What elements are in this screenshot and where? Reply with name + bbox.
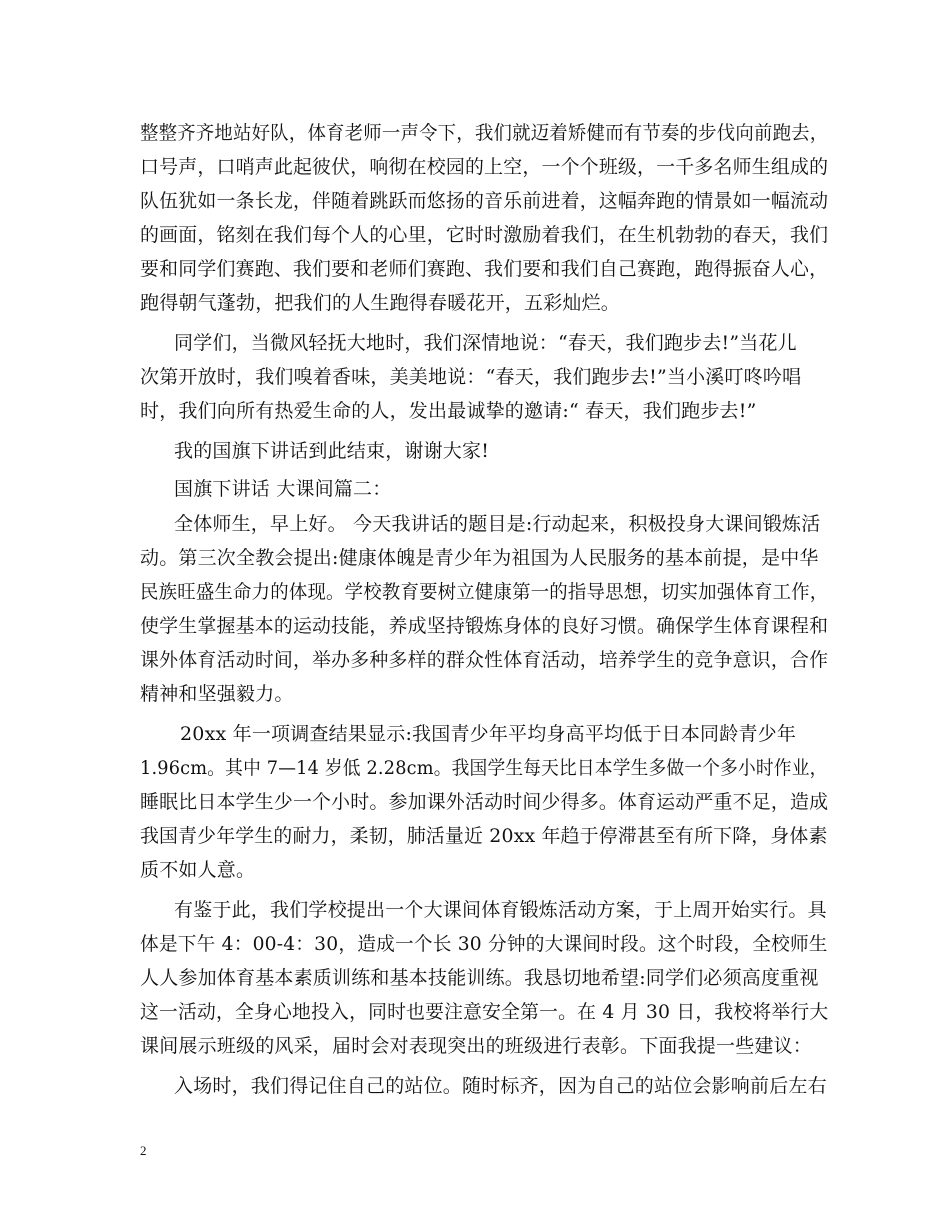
text-line: 20xx 年一项调查结果显示:我国青少年平均身高平均低于日本同龄青少年 [180, 723, 797, 745]
text-line: 要和同学们赛跑、我们要和老师们赛跑、我们要和我们自己赛跑，跑得振奋人心， [140, 258, 829, 280]
text-line: 次第开放时，我们嗅着香味，美美地说：“春天，我们跑步去!”当小溪叮咚吟唱 [140, 366, 802, 388]
text-line: 入场时，我们得记住自己的站位。随时标齐，因为自己的站位会影响前后左右 [174, 1075, 827, 1097]
text-line: 时，我们向所有热爱生命的人，发出最诚挚的邀请:“ 春天，我们跑步去!” [140, 400, 757, 422]
text-line: 我的国旗下讲话到此结束，谢谢大家! [174, 440, 490, 462]
text-line: 1.96cm。其中 7—14 岁低 2.28cm。我国学生每天比日本学生多做一个多小时作业， [140, 757, 828, 779]
text-line: 同学们，当微风轻抚大地时，我们深情地说：“春天，我们跑步去!”当花儿 [174, 332, 797, 354]
text-line: 睡眠比日本学生少一个小时。参加课外活动时间少得多。体育运动严重不足，造成 [140, 791, 829, 813]
text-line: 精神和坚强毅力。 [140, 683, 294, 705]
page-number: 2 [140, 1143, 147, 1158]
text-line: 课间展示班级的风采，届时会对表现突出的班级进行表彰。下面我提一些建议： [140, 1035, 813, 1057]
text-line: 口号声，口哨声此起彼伏，响彻在校园的上空，一个个班级，一千多名师生组成的 [140, 156, 829, 178]
text-line: 全体师生，早上好。 今天我讲话的题目是:行动起来，积极投身大课间锻炼活 [174, 513, 821, 535]
text-line: 民族旺盛生命力的体现。学校教育要树立健康第一的指导思想，切实加强体育工作， [140, 581, 829, 603]
text-line: 队伍犹如一条长龙，伴随着跳跃而悠扬的音乐前进着，这幅奔跑的情景如一幅流动 [140, 190, 829, 212]
text-line: 人人参加体育基本素质训练和基本技能训练。我恳切地希望:同学们必须高度重视 [140, 967, 819, 989]
text-line: 使学生掌握基本的运动技能，养成坚持锻炼身体的良好习惯。确保学生体育课程和 [140, 615, 829, 637]
text-line: 质不如人意。 [140, 859, 256, 881]
text-line: 有鉴于此，我们学校提出一个大课间体育锻炼活动方案，于上周开始实行。具 [174, 899, 827, 921]
text-line: 我国青少年学生的耐力，柔韧，肺活量近 20xx 年趋于停滞甚至有所下降，身体素 [140, 825, 828, 847]
text-line: 整整齐齐地站好队，体育老师一声令下，我们就迈着矫健而有节奏的步伐向前跑去， [140, 122, 829, 144]
text-line: 体是下午 4：00-4：30，造成一个长 30 分钟的大课间时段。这个时段，全校师生 [140, 933, 828, 955]
text-line: 课外体育活动时间，举办多种多样的群众性体育活动，培养学生的竞争意识，合作 [140, 649, 829, 671]
text-line: 这一活动，全身心地投入，同时也要注意安全第一。在 4 月 30 日，我校将举行大 [140, 1001, 829, 1023]
text-line: 的画面，铭刻在我们每个人的心里，它时时激励着我们，在生机勃勃的春天，我们 [140, 224, 829, 246]
text-line: 动。第三次全教会提出:健康体魄是青少年为祖国为人民服务的基本前提，是中华 [140, 547, 819, 569]
text-line: 跑得朝气蓬勃，把我们的人生跑得春暖花开，五彩灿烂。 [140, 292, 621, 314]
section-heading: 国旗下讲话 大课间篇二： [174, 478, 392, 500]
